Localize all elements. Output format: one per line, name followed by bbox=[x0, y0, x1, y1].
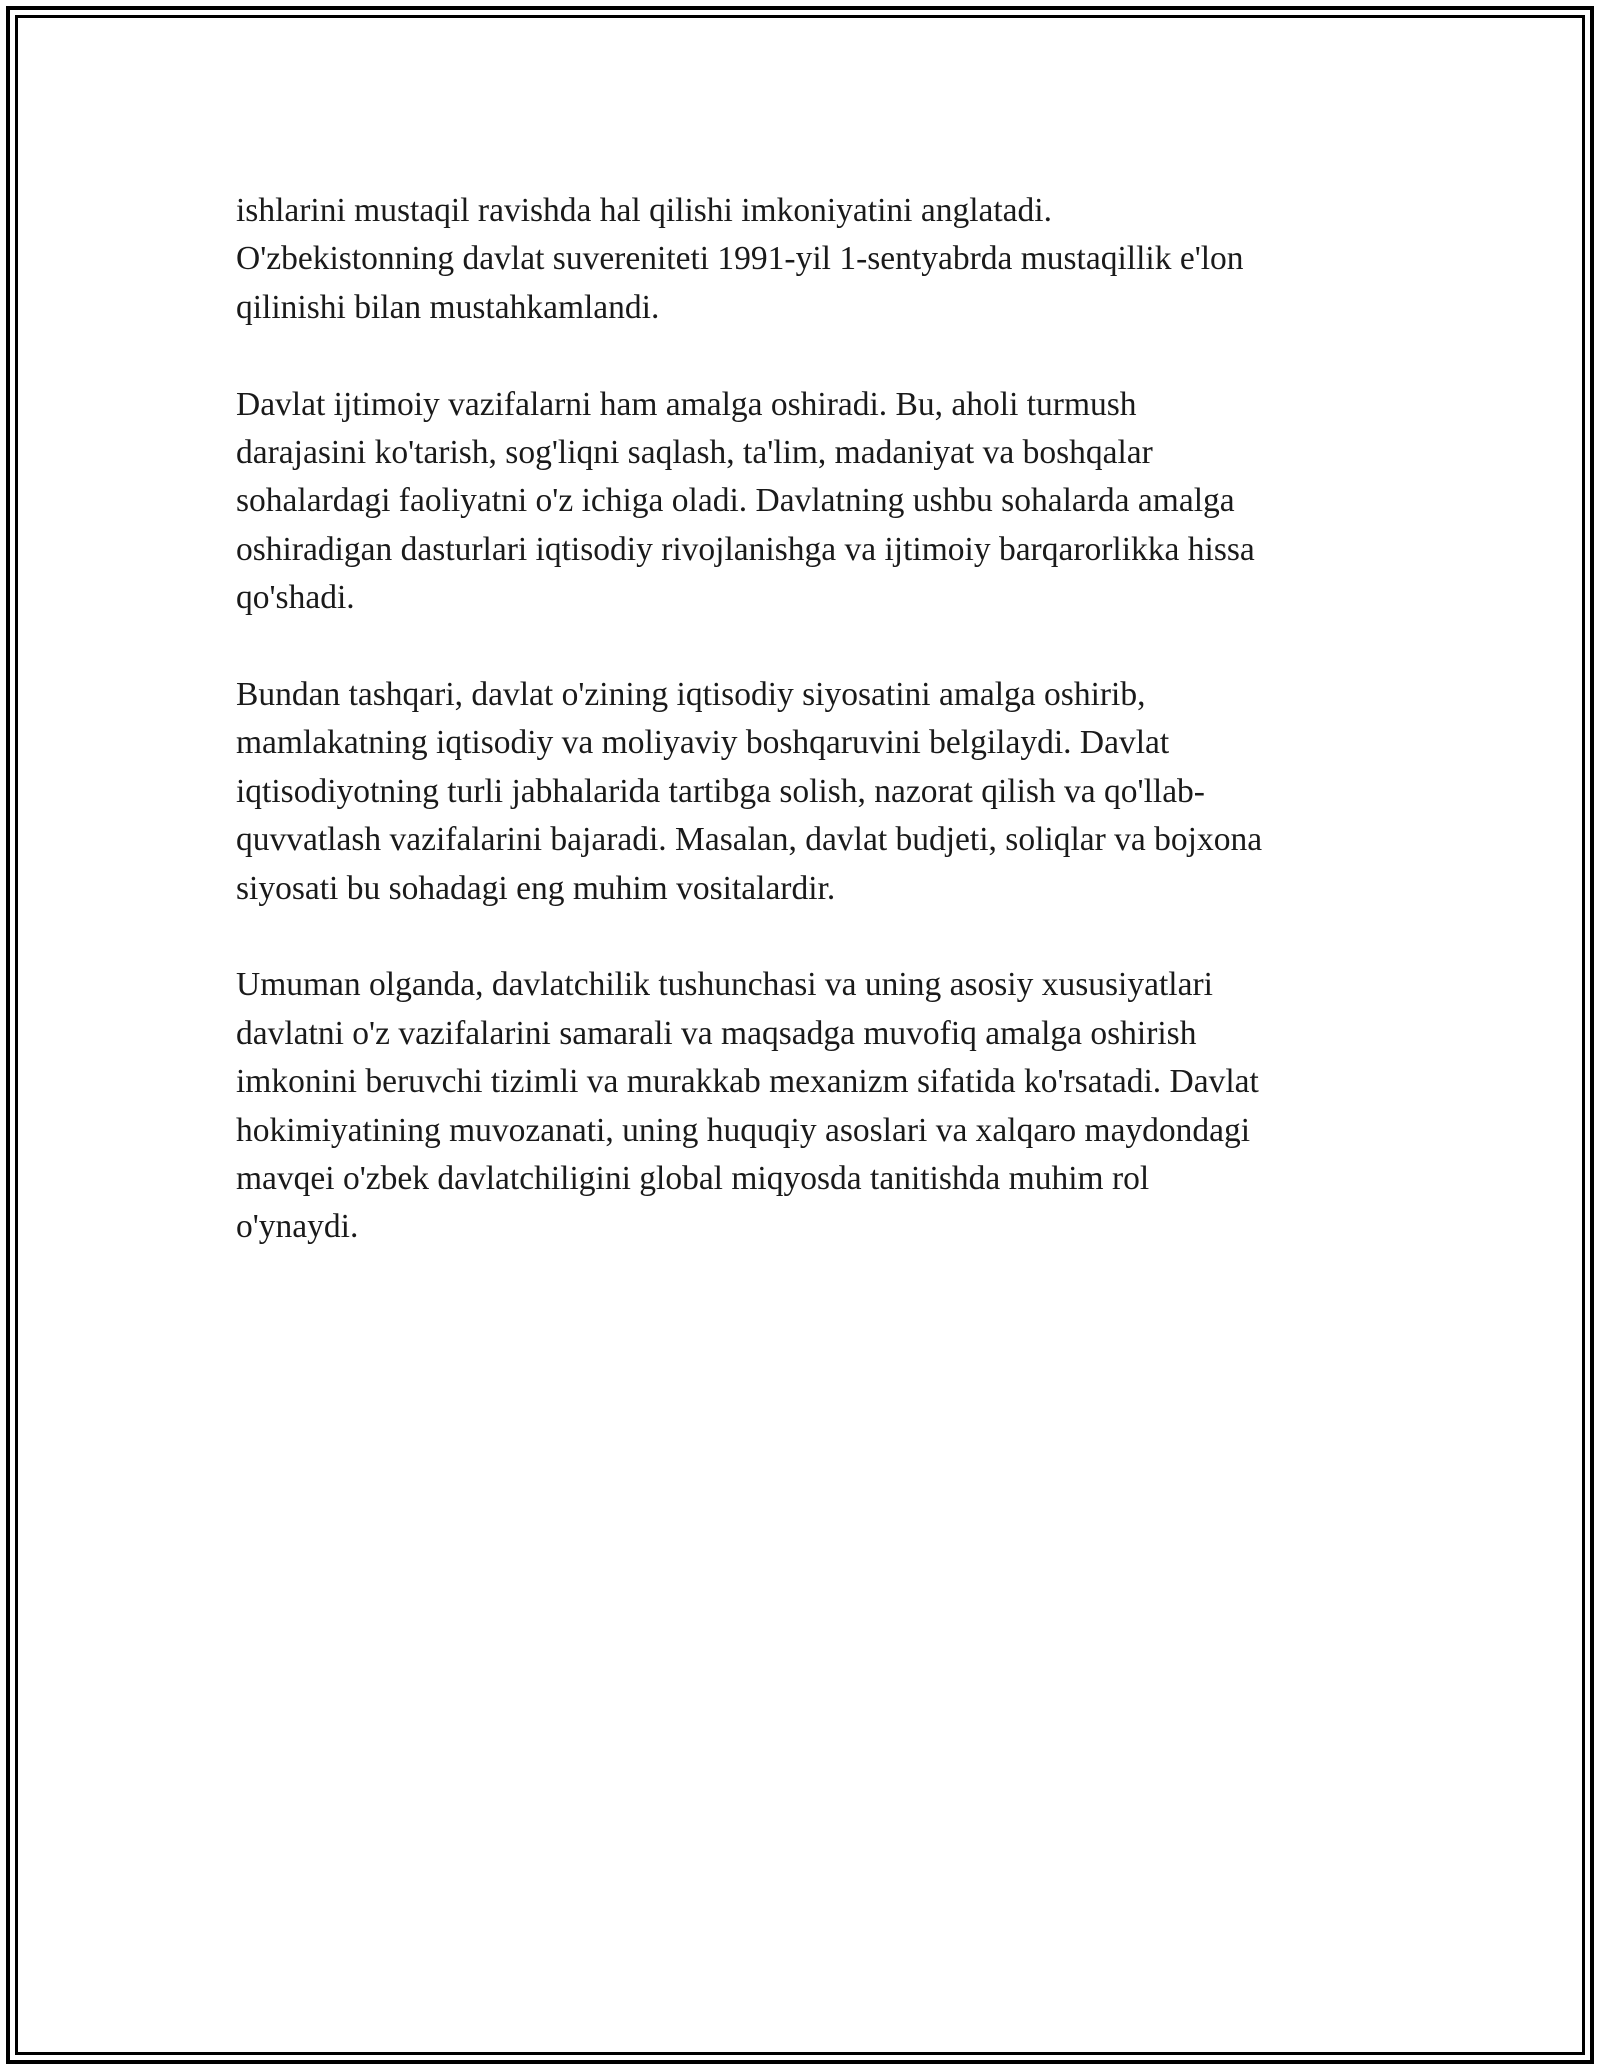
text-line: siyosati bu sohadagi eng muhim vositalardir. bbox=[236, 869, 836, 907]
text-line: quvvatlash vazifalarini bajaradi. Masalan, davlat budjeti, soliqlar va bojxona bbox=[236, 821, 1263, 859]
text-line: Umuman olganda, davlatchilik tushunchasi va uning asosiy xususiyatlari bbox=[236, 966, 1213, 1004]
text-line: Davlat ijtimoiy vazifalarni ham amalga oshiradi. Bu, aholi turmush bbox=[236, 385, 1137, 423]
text-line: darajasini ko'tarish, sog'liqni saqlash, ta'lim, madaniyat va boshqalar bbox=[236, 434, 1153, 472]
text-line: mavqei o'zbek davlatchiligini global miqyosda tanitishda muhim rol bbox=[236, 1160, 1150, 1198]
paragraph-sovereignty bbox=[236, 187, 1366, 332]
text-line: O'zbekistonning davlat suvereniteti 1991-yil 1-sentyabrda mustaqillik e'lon bbox=[236, 240, 1244, 278]
text-line: o'ynaydi. bbox=[236, 1208, 359, 1246]
paragraph-economic-policy bbox=[236, 671, 1366, 913]
text-line: oshiradigan dasturlari iqtisodiy rivojlanishga va ijtimoiy barqarorlikka hissa bbox=[236, 530, 1255, 568]
text-line: davlatni o'z vazifalarini samarali va maqsadga muvofiq amalga oshirish bbox=[236, 1014, 1197, 1052]
text-line: qilinishi bilan mustahkamlandi. bbox=[236, 288, 660, 326]
document-body bbox=[236, 187, 1366, 1252]
text-line: Bundan tashqari, davlat o'zining iqtisodiy siyosatini amalga oshirib, bbox=[236, 676, 1146, 714]
text-line: ishlarini mustaqil ravishda hal qilishi imkoniyatini anglatadi. bbox=[236, 192, 1052, 229]
text-line: imkonini beruvchi tizimli va murakkab mexanizm sifatida ko'rsatadi. Davlat bbox=[236, 1063, 1259, 1101]
text-line: iqtisodiyotning turli jabhalarida tartibga solish, nazorat qilish va qo'llab- bbox=[236, 772, 1205, 810]
paragraph-social-functions bbox=[236, 381, 1366, 623]
text-line: mamlakatning iqtisodiy va moliyaviy boshqaruvini belgilaydi. Davlat bbox=[236, 724, 1170, 762]
text-line: sohalardagi faoliyatni o'z ichiga oladi. Davlatning ushbu sohalarda amalga bbox=[236, 482, 1235, 520]
text-line: qo'shadi. bbox=[236, 579, 355, 617]
paragraph-conclusion bbox=[236, 961, 1366, 1251]
text-line: hokimiyatining muvozanati, uning huquqiy asoslari va xalqaro maydondagi bbox=[236, 1111, 1251, 1149]
